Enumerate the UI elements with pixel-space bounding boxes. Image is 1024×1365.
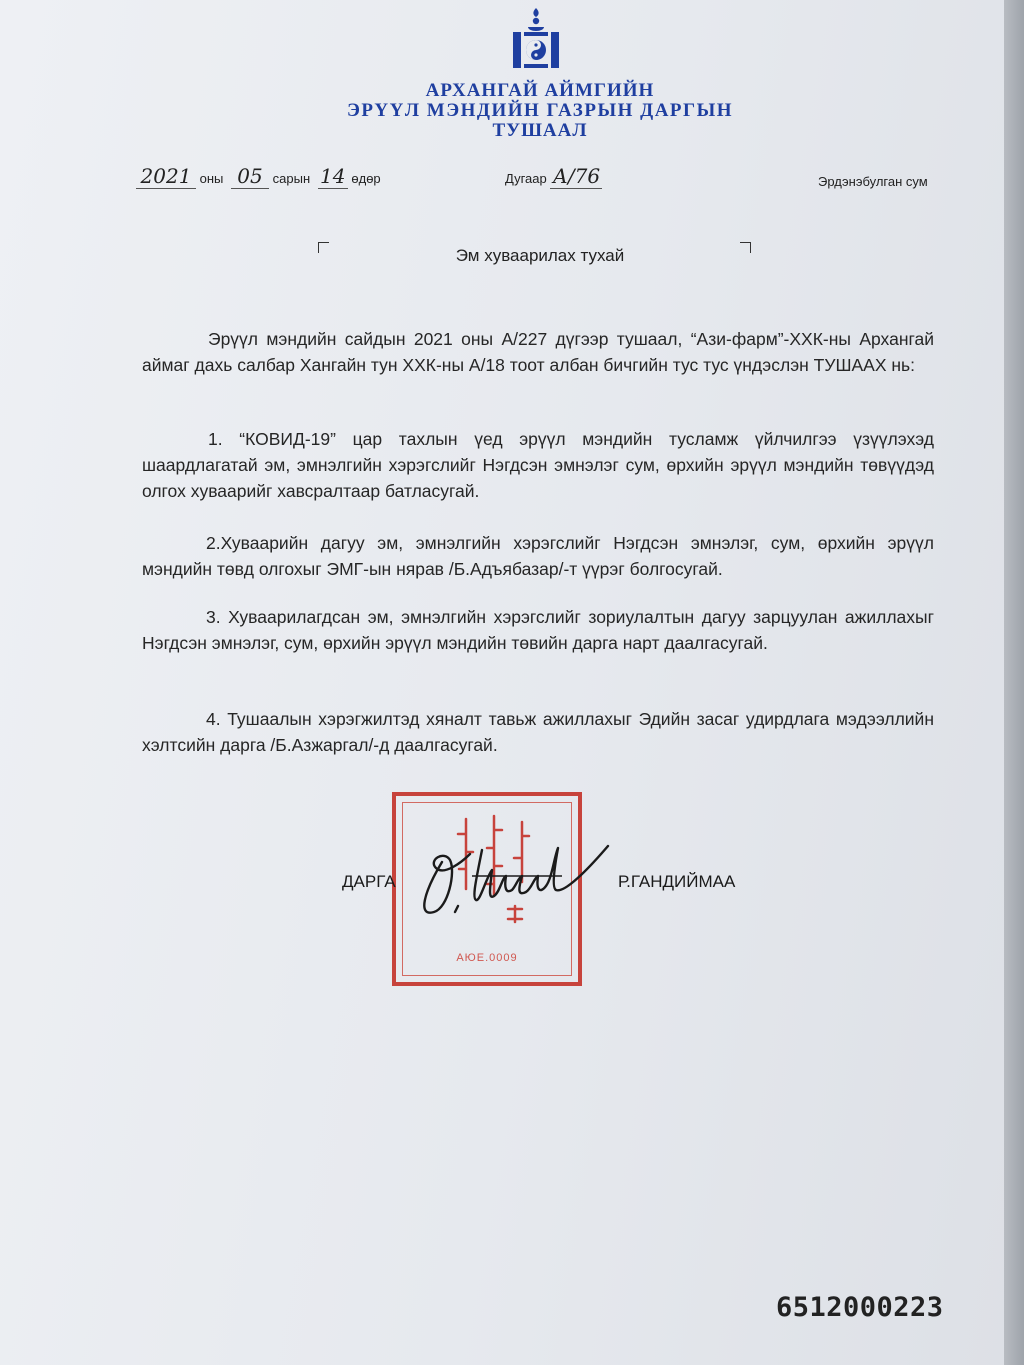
order-item-1: 1. “КОВИД-19” цар тахлын үед эрүүл мэндийн тусламж үйлчилгээ үзүүлэхэд шаардлагатай эм, эмнэлгийн хэрэгслийг Нэгдсэн эмнэлэг сум, өрхийн эрүүл мэндийн төвүүдэд олгох хуваарийг хавсралтаар батласугай. xyxy=(142,429,934,501)
day-handwritten: 14 xyxy=(318,164,348,189)
order-item-4: 4. Тушаалын хэрэгжилтэд хяналт тавьж ажиллахыг Эдийн засаг удирдлага мэдээллийн хэлтсийн дарга /Б.Азжаргал/-д даалгасугай. xyxy=(142,709,934,755)
org-name-line2: ЭРҮҮЛ МЭНДИЙН ГАЗРЫН ДАРГЫН xyxy=(346,100,734,121)
order-item-3: 3. Хуваарилагдсан эм, эмнэлгийн хэрэгслийг зориулалтын дагуу зарцуулан ажиллахыг Нэгдсэн эмнэлэг, сум, өрхийн эрүүл мэндийн төвийн дарга нарт даалгасугай. xyxy=(142,607,934,653)
org-name-line1: АРХАНГАЙ АЙМГИЙН xyxy=(425,80,655,101)
day-suffix: өдөр xyxy=(351,171,381,186)
signatory-name: Р.ГАНДИЙМАА xyxy=(618,872,736,891)
serial-number: 6512000223 xyxy=(776,1292,944,1323)
month-handwritten: 05 xyxy=(231,164,269,189)
number-label: Дугаар xyxy=(505,171,547,186)
order-item-2: 2.Хуваарийн дагуу эм, эмнэлгийн хэрэгслийг Нэгдсэн эмнэлэг, сум, өрхийн эрүүл мэндийн төвд олгохыг ЭМГ-ын нярав /Б.Адъябазар/-т үүрэг болгосугай. xyxy=(142,533,934,579)
month-suffix: сарын xyxy=(272,171,311,186)
soyombo-emblem-icon xyxy=(510,6,562,72)
date-line xyxy=(136,164,381,189)
year-suffix: оны xyxy=(199,171,224,186)
year-handwritten: 2021 xyxy=(136,164,196,189)
document-type: ТУШААЛ xyxy=(492,120,588,141)
intro-paragraph: Эрүүл мэндийн сайдын 2021 оны А/227 дүгээр тушаал, “Ази-фарм”-ХХК-ны Архангай аймаг дахь салбар Хангайн тун ХХК-ны А/18 тоот албан бичгийн тус тус үндэслэн ТУШААХ нь: xyxy=(142,329,934,375)
stamp-text: АЮЕ.0009 xyxy=(456,952,518,964)
document-subject: Эм хуваарилах тухай xyxy=(455,246,625,265)
signatory-title: ДАРГА xyxy=(342,872,396,891)
handwritten-signature xyxy=(412,832,612,922)
page-edge-shadow xyxy=(1004,0,1024,1365)
order-number xyxy=(505,164,602,189)
number-handwritten: А/76 xyxy=(550,164,602,189)
place-name: Эрдэнэбулган сум xyxy=(818,174,928,189)
